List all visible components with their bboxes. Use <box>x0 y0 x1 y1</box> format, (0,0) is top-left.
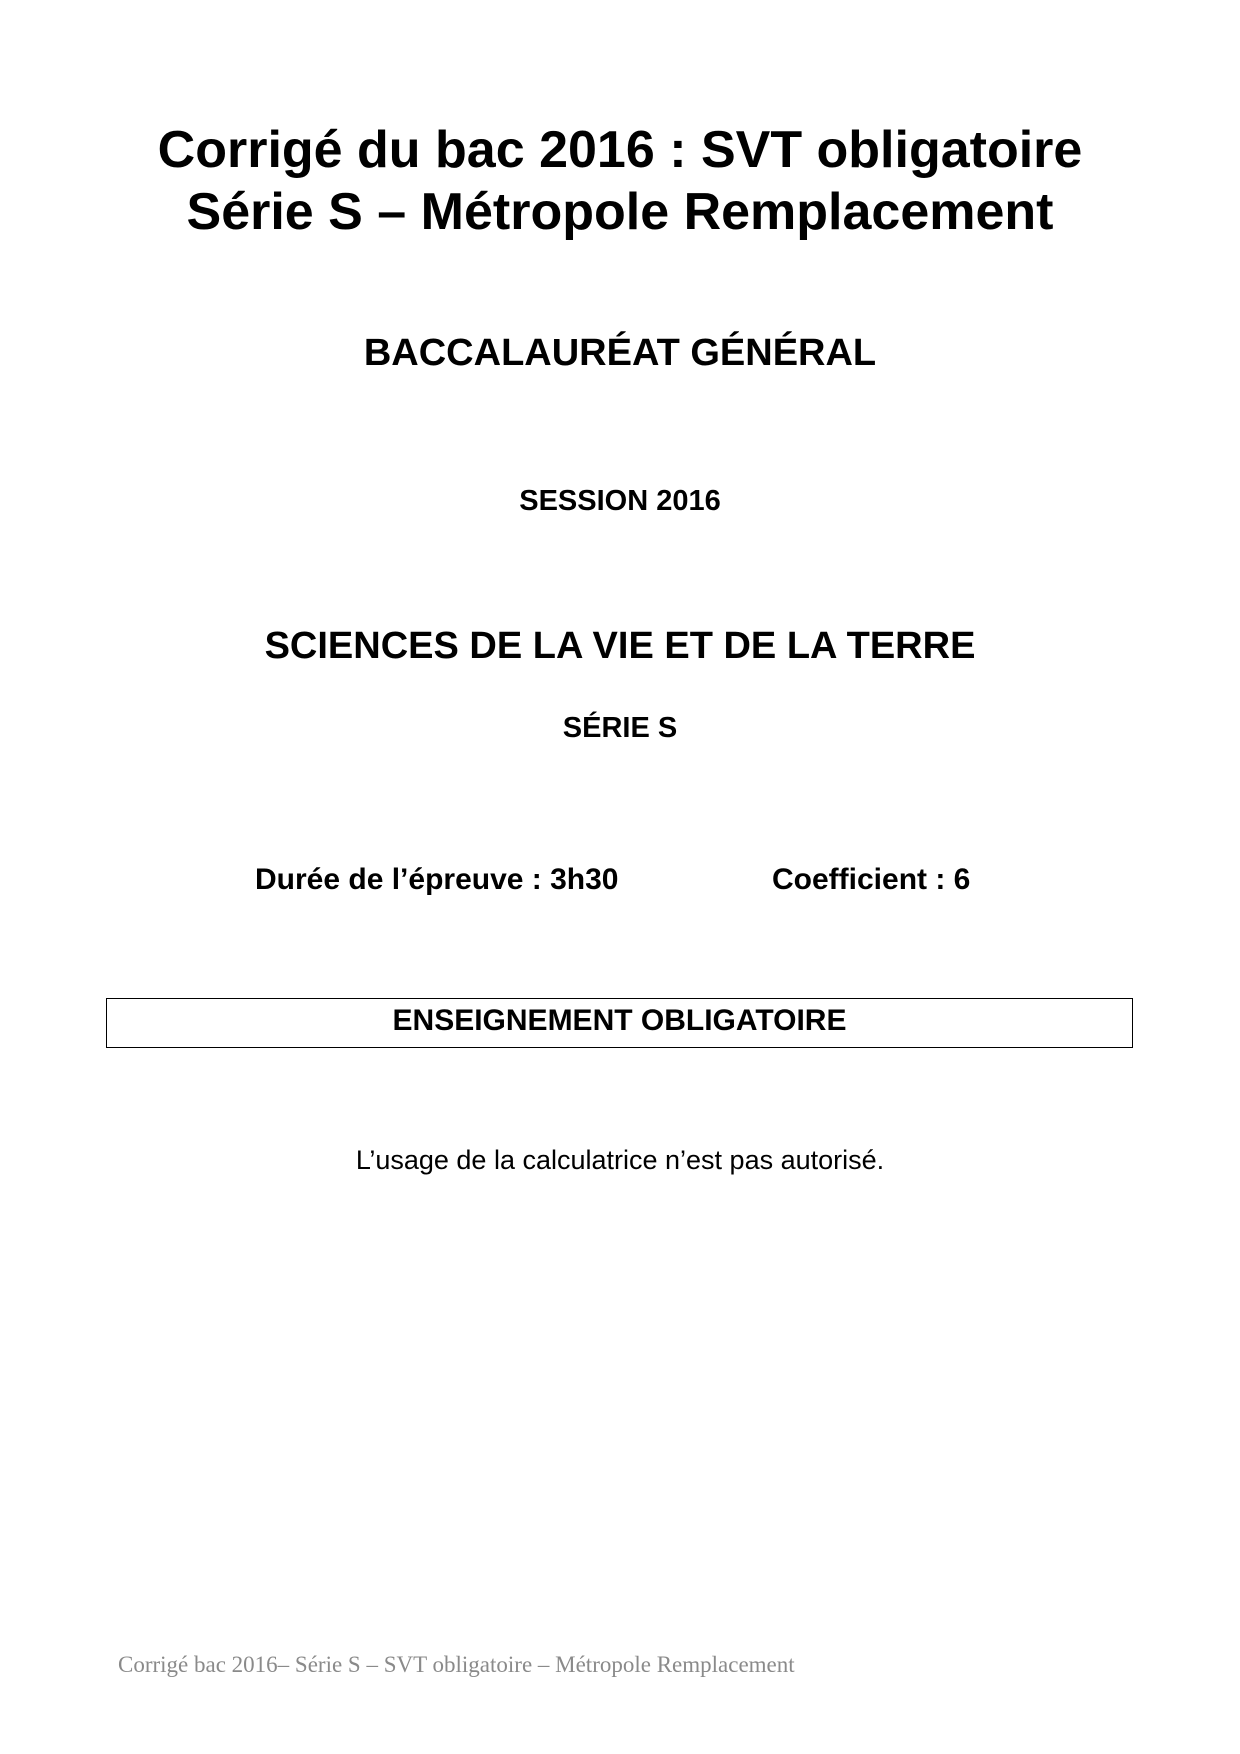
exam-level-heading: BACCALAURÉAT GÉNÉRAL <box>363 332 877 374</box>
session-heading: SESSION 2016 <box>519 485 721 517</box>
exam-duration: Durée de l’épreuve : 3h30 <box>255 863 619 896</box>
document-title-line-2: Série S – Métropole Remplacement <box>186 183 1054 241</box>
exam-coefficient: Coefficient : 6 <box>772 863 971 896</box>
serie-heading: SÉRIE S <box>562 712 678 744</box>
enseignement-box: ENSEIGNEMENT OBLIGATOIRE <box>106 998 1133 1048</box>
subject-heading: SCIENCES DE LA VIE ET DE LA TERRE <box>264 625 976 667</box>
document-title-line-1: Corrigé du bac 2016 : SVT obligatoire <box>157 121 1083 179</box>
page-footer: Corrigé bac 2016– Série S – SVT obligatoire – Métropole Remplacement <box>118 1652 795 1677</box>
calculator-notice: L’usage de la calculatrice n’est pas autorisé. <box>355 1145 885 1175</box>
